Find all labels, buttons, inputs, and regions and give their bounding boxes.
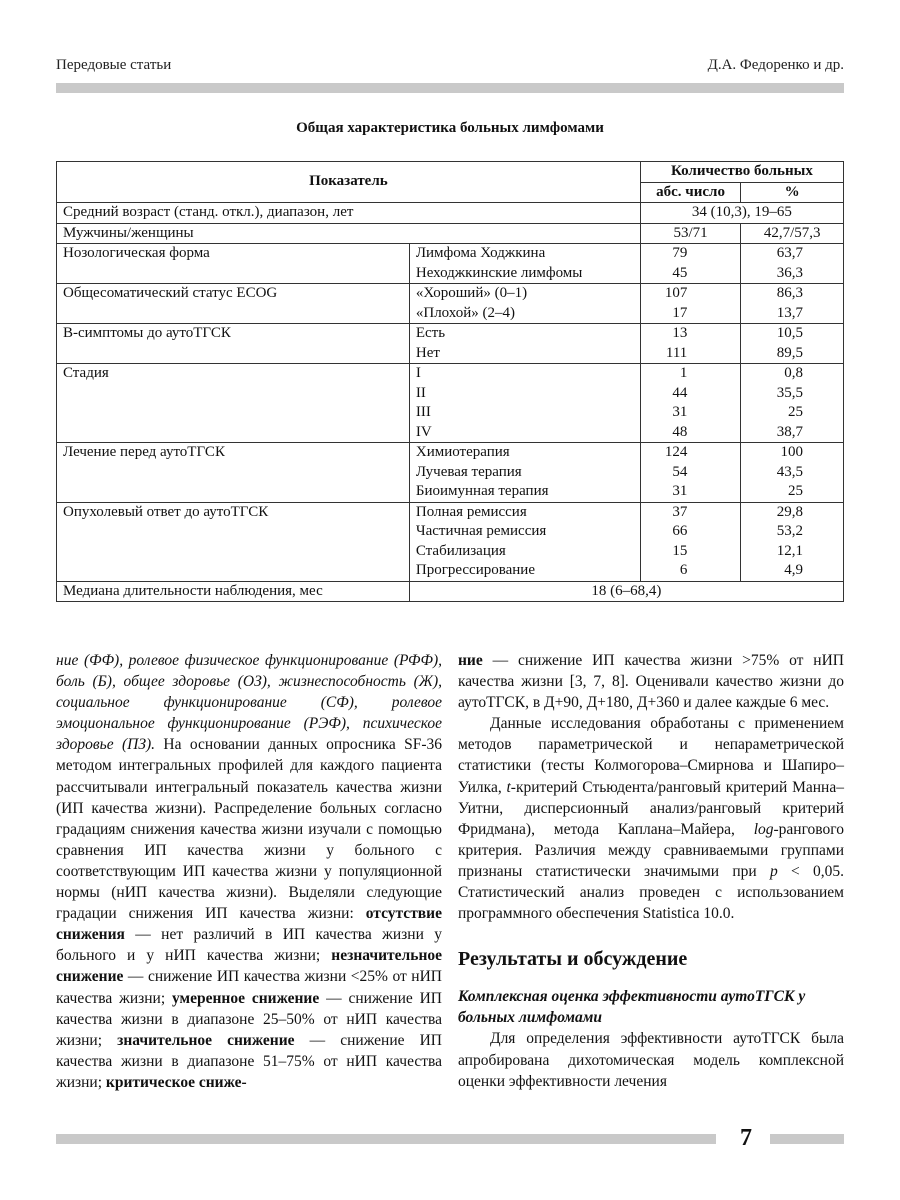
grade-text: — нет различий в ИП качества жизни у больного и у нИП качества жизни;: [56, 926, 442, 965]
cell-line: 66: [672, 523, 688, 539]
cell-line: 25: [788, 483, 803, 499]
cell-line: «Хороший» (0–1): [415, 285, 528, 301]
running-head-section: Передовые статьи: [56, 57, 172, 73]
row-abs: 53/71: [640, 223, 741, 244]
t-italic: t: [506, 778, 511, 796]
cell-line: Неходжкинские лимфомы: [415, 264, 583, 281]
running-head-authors: Д.А. Федоренко и др.: [707, 57, 844, 73]
stats-text: < 0,05. Статистический анализ проведен с использованием программного обеспечения Statistica 10.0.: [458, 862, 844, 923]
grade-text: — снижение ИП качества жизни в диапазоне 25–50% от нИП качества жизни;: [56, 989, 442, 1049]
cell-line: Лучевая терапия: [415, 463, 522, 480]
cell-line: I: [415, 365, 421, 381]
row-pct: [741, 284, 844, 324]
methods-text: На основании данных опросника SF-36 методом интегральных профилей для каждого пациента рассчитывали интегральный показатель качества жизни (ИП качества жизни). Распределение больных согласно градациям снижения качества жизни изучали с помощью сравнения ИП качества жизни у больного с соответствующим ИП качества жизни у популяционной нормы (нИП качества жизни). Выделяли следующие градации снижения ИП качества жизни:: [56, 736, 442, 923]
cell-line: 31: [672, 404, 688, 420]
table-row: [57, 364, 844, 443]
cell-line: Частичная ремиссия: [415, 523, 547, 539]
cell-line: II: [415, 384, 426, 401]
row-subcategories: [409, 324, 640, 364]
row-abs: [640, 324, 741, 364]
row-pct: 42,7/57,3: [741, 223, 844, 244]
cell-line: 37: [672, 503, 688, 520]
cell-line: 54: [672, 463, 688, 480]
cell-line: Лимфома Ходжкина: [415, 245, 546, 261]
cell-line: 79: [672, 245, 688, 261]
grade-no-decrease: отсутствие снижения: [56, 905, 442, 944]
page-number: 7: [740, 1125, 752, 1151]
cell-line: 25: [788, 404, 803, 420]
table-row: [57, 223, 844, 244]
table-row: [57, 203, 844, 224]
subsection-heading: Комплексная оценка эффективности аутоТГСК у больных лимфомами: [458, 988, 806, 1027]
cell-line: 124: [664, 444, 688, 460]
row-abs: [640, 502, 741, 581]
row-subcategories: [409, 443, 640, 503]
table-row: [57, 443, 844, 503]
row-label: Лечение перед аутоТГСК: [57, 443, 410, 503]
table-row: [57, 581, 844, 602]
cell-line: IV: [415, 423, 432, 440]
patient-characteristics-table: [56, 161, 844, 602]
stats-text: -критерий Стьюдента/ранговый критерий Манна–Уитни, дисперсионный анализ/ранговый критерий Фридмана), метода Каплана–Майера,: [458, 778, 844, 838]
table-row: [57, 244, 844, 284]
results-paragraph: Для определения эффективности аутоТГСК была апробирована дихотомическая модель комплексной оценки эффективности лечения: [458, 1030, 844, 1090]
table-row: [57, 284, 844, 324]
row-pct: [741, 364, 844, 443]
row-pct: [741, 324, 844, 364]
header-pct: %: [741, 182, 844, 203]
table-row: [57, 502, 844, 581]
cell-line: Нет: [415, 344, 440, 361]
cell-line: 38,7: [776, 423, 803, 440]
log-italic: log: [753, 820, 774, 838]
left-text-column: [56, 650, 442, 1093]
grade-critical-decrease: критическое сниже-: [105, 1073, 247, 1091]
cell-line: 13,7: [776, 304, 803, 321]
grade-text: — снижение ИП качества жизни в диапазоне 51–75% от нИП качества жизни;: [56, 1031, 443, 1091]
cell-line: 43,5: [776, 463, 803, 480]
cell-line: 63,7: [776, 245, 803, 261]
cell-line: 35,5: [776, 384, 803, 401]
footer-rule: [56, 1134, 716, 1144]
p-italic: p: [769, 862, 778, 880]
cell-line: 17: [672, 304, 688, 321]
grade-slight-decrease: незначительное снижение: [56, 947, 442, 986]
row-label: В-симптомы до аутоТГСК: [57, 324, 410, 364]
cell-line: Полная ремиссия: [415, 503, 527, 520]
running-head: [56, 57, 844, 79]
cell-line: III: [415, 404, 431, 420]
row-subcategories: [409, 244, 640, 284]
row-abs: [640, 244, 741, 284]
cell-line: 13: [672, 325, 688, 341]
cell-line: Биоимунная терапия: [415, 483, 549, 499]
stats-text: -рангового критерия. Различия между сравниваемыми группами признаны статистически значимыми при: [458, 820, 844, 880]
row-label: Стадия: [57, 364, 410, 443]
row-merged-value: 34 (10,3), 19–65: [640, 203, 843, 224]
row-label: Нозологическая форма: [57, 244, 410, 284]
header-rule: [56, 83, 844, 93]
cell-line: 15: [672, 542, 688, 559]
cell-line: «Плохой» (2–4): [415, 304, 515, 321]
row-label: Общесоматический статус ECOG: [57, 284, 410, 324]
cell-line: 100: [780, 444, 803, 460]
methods-paragraph: [56, 650, 442, 1093]
row-label: Мужчины/женщины: [57, 223, 641, 244]
continuation-text: — снижение ИП качества жизни >75% от нИП качества жизни [3, 7, 8]. Оценивали качество жизни до аутоТГСК, в Д+90, Д+180, Д+360 и далее каждые 6 мес.: [458, 652, 844, 712]
cell-line: 0,8: [784, 365, 803, 381]
cell-line: 44: [672, 384, 688, 401]
grade-critical-decrease-end: ние: [458, 652, 483, 669]
row-abs: [640, 364, 741, 443]
cell-line: 45: [672, 264, 688, 281]
right-text-column: [458, 650, 844, 1092]
cell-line: 1: [679, 365, 688, 381]
cell-line: Есть: [415, 325, 446, 341]
row-merged-value: 18 (6–68,4): [409, 581, 843, 602]
cell-line: 6: [679, 562, 688, 578]
cell-line: 53,2: [776, 523, 803, 539]
stats-text: Данные исследования обработаны с применением методов параметрической и непараметрической статистики (тесты Колмогорова–Смирнова и Шапиро–Уилка,: [458, 715, 844, 796]
row-pct: [741, 502, 844, 581]
row-abs: [640, 443, 741, 503]
cell-line: 10,5: [776, 325, 803, 341]
cell-line: 86,3: [776, 285, 803, 301]
statistics-paragraph: [458, 713, 844, 924]
cell-line: 29,8: [776, 503, 803, 520]
grade-significant-decrease: значительное снижение: [117, 1031, 295, 1049]
table-row: [57, 324, 844, 364]
cell-line: Химиотерапия: [415, 444, 510, 460]
header-abs: абс. число: [640, 182, 741, 203]
footer-rule-right: [770, 1134, 844, 1144]
table-title: Общая характеристика больных лимфомами: [296, 120, 604, 136]
cell-line: Прогрессирование: [415, 562, 535, 578]
row-pct: [741, 443, 844, 503]
header-patient-count: Количество больных: [640, 162, 843, 183]
cell-line: Стабилизация: [415, 542, 506, 559]
cell-line: 107: [664, 285, 688, 301]
row-subcategories: [409, 502, 640, 581]
row-label: Опухолевый ответ до аутоТГСК: [57, 502, 410, 581]
row-label: Медиана длительности наблюдения, мес: [57, 581, 410, 602]
cell-line: 89,5: [776, 344, 803, 361]
cell-line: 31: [672, 483, 688, 499]
sf36-scales-italic: ние (ФФ), ролевое физическое функционирование (РФФ), боль (Б), общее здоровье (ОЗ), жизнеспособность (Ж), социальное функционирование (СФ), ролевое эмоциональное функционирование (РЭФ), психическое здоровье (ПЗ).: [56, 652, 442, 754]
header-indicator: Показатель: [57, 162, 641, 203]
row-pct: [741, 244, 844, 284]
row-abs: [640, 284, 741, 324]
continuation-paragraph: [458, 650, 844, 713]
table-header-row: [57, 162, 844, 183]
cell-line: 48: [672, 423, 688, 440]
row-subcategories: [409, 284, 640, 324]
grade-text: — снижение ИП качества жизни <25% от нИП качества жизни;: [56, 968, 442, 1007]
cell-line: 111: [665, 344, 688, 361]
row-subcategories: [409, 364, 640, 443]
grade-moderate-decrease: умеренное снижение: [172, 989, 320, 1007]
cell-line: 4,9: [784, 562, 803, 578]
cell-line: 12,1: [776, 542, 803, 559]
row-label: Средний возраст (станд. откл.), диапазон, лет: [57, 203, 641, 224]
cell-line: 36,3: [776, 264, 803, 281]
section-heading: Результаты и обсуждение: [458, 948, 688, 971]
